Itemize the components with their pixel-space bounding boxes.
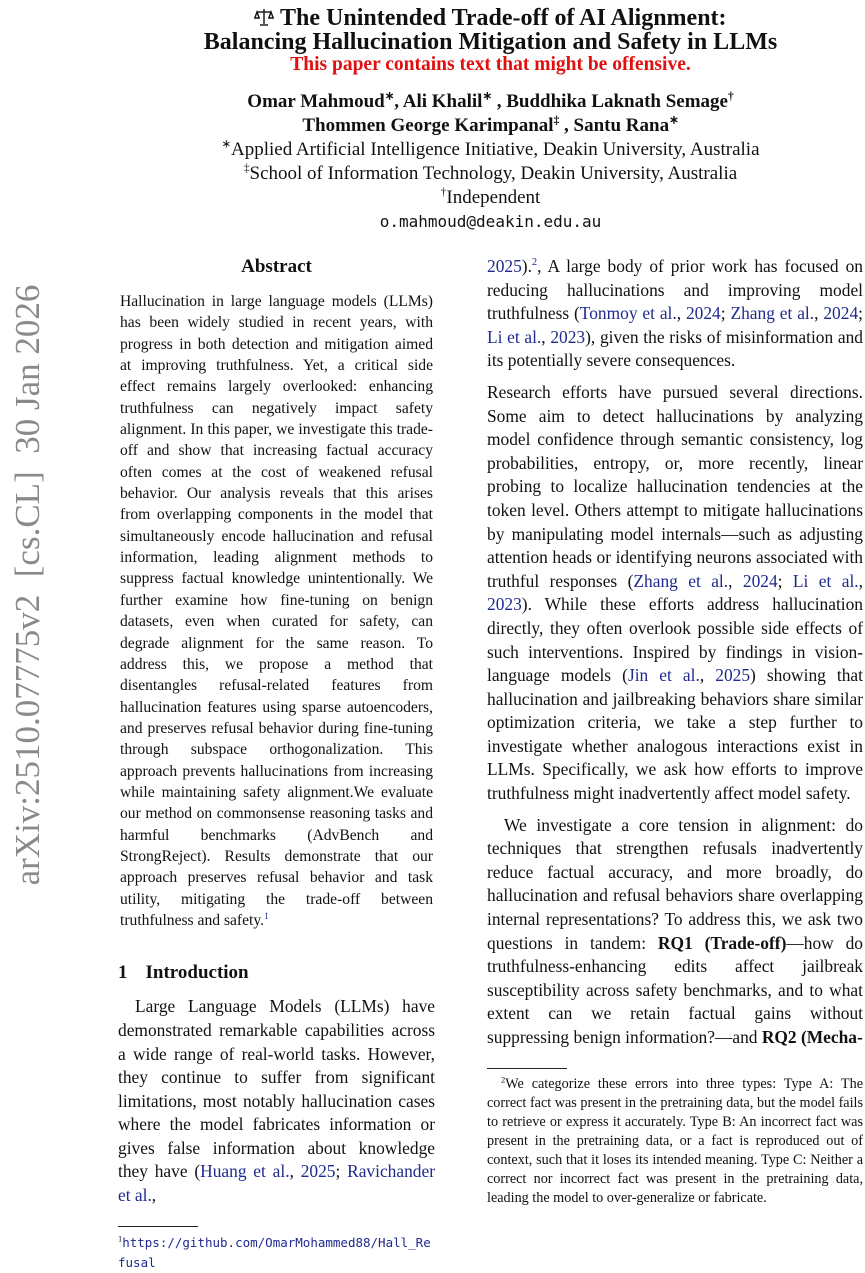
affiliation bbox=[118, 162, 863, 186]
text: , A large body of prior work has focused on reducing hallucinations and improving model truthfulness ( bbox=[487, 256, 863, 324]
citation-link[interactable]: 2024 bbox=[742, 570, 778, 591]
title-line-1: The Unintended Trade-off of AI Alignment: bbox=[280, 5, 727, 31]
author-name: Thommen George Karimpanal bbox=[302, 115, 554, 136]
citation-link[interactable]: 2 bbox=[531, 257, 538, 269]
footnote-text: We categorize these errors into three types: Type A: The correct fact was present in the pretraining data, but the model fails to retrieve or express it accurately. Type B: An incorrect fact was present in the pretraining data, or a fact is reproduced out of context, such that it loses its intended meaning. Type C: Neither a correct nor incorrect fact was present in the pretraining data, leading the model to over-generalize or fabricate. bbox=[487, 1075, 863, 1206]
footnote-mark: 2 bbox=[501, 1073, 506, 1084]
author-affiliation-mark: ∗ bbox=[384, 90, 395, 103]
left-column-body bbox=[118, 995, 435, 1207]
paper-title bbox=[118, 6, 863, 54]
author-separator: , bbox=[491, 91, 507, 112]
citation-link[interactable]: Li et al. bbox=[792, 570, 859, 591]
bold-text: RQ2 (Mecha- bbox=[761, 1027, 863, 1047]
affiliation-mark: ∗ bbox=[221, 138, 232, 151]
author-name: Ali Khalil bbox=[402, 91, 483, 112]
citation-link[interactable]: Li et al. bbox=[487, 326, 542, 347]
author-separator: , bbox=[394, 91, 403, 112]
affiliation bbox=[118, 138, 863, 162]
contact-email[interactable]: o.mahmoud@deakin.edu.au bbox=[379, 212, 602, 231]
author-affiliation-mark: ‡ bbox=[553, 114, 560, 127]
footnote-divider bbox=[118, 1226, 198, 1227]
text: , bbox=[541, 326, 551, 347]
citation-link[interactable]: 2025 bbox=[715, 665, 751, 686]
text: , bbox=[699, 665, 716, 686]
footnote-1 bbox=[118, 1233, 435, 1273]
affiliations bbox=[118, 138, 863, 210]
citation-link[interactable]: 2024 bbox=[823, 303, 859, 324]
author-line-1 bbox=[118, 90, 863, 114]
footnote-ref-1[interactable]: 1 bbox=[264, 911, 269, 922]
text: , bbox=[289, 1161, 301, 1182]
left-column bbox=[118, 255, 435, 1273]
affiliation-text: Applied Artificial Intelligence Initiative, Deakin University, Australia bbox=[231, 139, 760, 160]
citation-link[interactable]: 2023 bbox=[550, 326, 586, 347]
author-line-2 bbox=[118, 114, 863, 138]
footnote-divider bbox=[487, 1068, 567, 1069]
github-link[interactable]: https://github.com/OmarMohammed88/Hall_Refusal bbox=[118, 1234, 431, 1270]
text: ). While these efforts address hallucination directly, they often overlook possible side effects of such interventions. Inspired by findings in vision-language models ( bbox=[487, 594, 863, 686]
author-name: Omar Mahmoud bbox=[247, 91, 385, 112]
footnote-2 bbox=[487, 1075, 863, 1208]
text: , bbox=[728, 570, 743, 591]
author-separator: , bbox=[559, 115, 574, 136]
section-number: 1 bbox=[118, 962, 128, 984]
abstract-heading: Abstract bbox=[241, 256, 312, 277]
paragraph bbox=[118, 995, 435, 1207]
citation-link[interactable]: Zhang et al. bbox=[633, 570, 729, 591]
citation-link[interactable]: Ravichander et al. bbox=[118, 1161, 435, 1206]
text: ), given the risks of misinformation and its potentially severe consequences. bbox=[487, 326, 863, 371]
right-column-body bbox=[487, 255, 863, 1050]
text: ; bbox=[777, 570, 793, 591]
text: , bbox=[814, 303, 824, 324]
author-name: Santu Rana bbox=[573, 115, 670, 136]
text: Large Language Models (LLMs) have demonstrated remarkable capabilities across a wide range of real-world tasks. However, they continue to suffer from significant limitations, most notably hallucination cases where the model fabricates information or gives false information about knowledge they have ( bbox=[118, 996, 435, 1182]
text: ; bbox=[335, 1161, 348, 1182]
content-warning: This paper contains text that might be offensive. bbox=[290, 54, 691, 75]
text: , bbox=[858, 570, 863, 591]
citation-link[interactable]: 2023 bbox=[487, 594, 522, 615]
citation-link[interactable]: 2024 bbox=[685, 303, 721, 324]
affiliation-text: School of Information Technology, Deakin University, Australia bbox=[249, 163, 738, 184]
text: We investigate a core tension in alignment: do techniques that strengthen refusals inadvertently reduce factual accuracy, and more broadly, do hallucination and refusal behaviors share overlapping internal representations? To address this, we ask two questions in tandem: bbox=[487, 814, 863, 953]
affiliation-text: Independent bbox=[446, 187, 541, 208]
text: , bbox=[676, 303, 686, 324]
right-column bbox=[487, 255, 863, 1208]
affiliation-mark: ‡ bbox=[243, 162, 250, 175]
paragraph bbox=[487, 255, 863, 373]
citation-link[interactable]: Tonmoy et al. bbox=[579, 303, 677, 324]
section-heading-introduction bbox=[118, 961, 435, 985]
paper-header bbox=[118, 6, 863, 234]
section-title: Introduction bbox=[145, 962, 249, 984]
author-affiliation-mark: † bbox=[727, 90, 734, 103]
footnote-area-right bbox=[487, 1050, 863, 1208]
text: —how do truthfulness-enhancing edits affect jailbreak susceptibility across safety benchmarks, and to what extent can we retain factual gains without suppressing benign information?—and bbox=[487, 932, 863, 1047]
bold-text: RQ1 (Trade-off) bbox=[657, 932, 787, 953]
affiliation bbox=[118, 186, 863, 210]
abstract-body bbox=[118, 291, 435, 931]
footnote-mark: 1 bbox=[118, 1234, 123, 1243]
balance-scale-icon bbox=[254, 5, 280, 31]
citation-link[interactable]: Jin et al. bbox=[627, 665, 700, 686]
text: ). bbox=[521, 256, 532, 276]
text: Research efforts have pursued several directions. Some aim to detect hallucinations by analyzing model confidence through semantic consistency, log probabilities, entropy, or, more recently, linear probing to localize hallucination tendencies at the token level. Others attempt to mitigate hallucinations by manipulating model internals—such as adjusting attention heads or identifying neurons associated with truthful responses ( bbox=[487, 381, 863, 591]
text: ; bbox=[858, 303, 863, 324]
author-list bbox=[118, 90, 863, 138]
arxiv-identifier-stamp: arXiv:2510.07775v2 [cs.CL] 30 Jan 2026 bbox=[8, 284, 47, 886]
text: ) showing that hallucination and jailbreaking behaviors share similar optimization criteria, we take a step further to investigate whether analogous interactions exist in LLMs. Specifically, we ask how efforts to improve truthfulness might inadvertently affect model safety. bbox=[487, 665, 863, 804]
paragraph bbox=[487, 814, 863, 1050]
abstract-text: Hallucination in large language models (LLMs) has been widely studied in recent years, with progress in both detection and mitigation aimed at improving truthfulness. Yet, a critical side effect remains largely overlooked: enhancing truthfulness can negatively impact safety alignment. In this paper, we investigate this trade-off and show that increasing factual accuracy often comes at the cost of weakened refusal behavior. Our analysis reveals that this arises from overlapping components in the model that simultaneously encode hallucination and refusal information, leading alignment methods to suppress factual knowledge unintentionally. We further examine how fine-tuning on benign datasets, even when curated for safety, can degrade alignment for the same reason. To address this, we propose a method that disentangles refusal-related features from hallucination features using sparse autoencoders, and preserves refusal behavior during fine-tuning through subspace orthogonalization. This approach prevents hallucinations from increasing while maintaining safety alignment.We evaluate our method on commonsense reasoning tasks and harmful benchmarks (AdvBench and StrongReject). Results demonstrate that our approach preserves refusal behavior and task utility, mitigating the trade-off between truthfulness and safety. bbox=[120, 293, 433, 929]
citation-link[interactable]: Zhang et al. bbox=[730, 303, 815, 324]
author-affiliation-mark: ∗ bbox=[482, 90, 492, 103]
footnote-area-left bbox=[118, 1208, 435, 1273]
text: , bbox=[151, 1185, 157, 1206]
title-line-2: Balancing Hallucination Mitigation and Safety in LLMs bbox=[203, 29, 778, 55]
affiliation-mark: † bbox=[440, 186, 447, 199]
author-name: Buddhika Laknath Semage bbox=[506, 91, 728, 112]
citation-link[interactable]: Huang et al. bbox=[200, 1161, 290, 1182]
text: ; bbox=[720, 303, 731, 324]
author-affiliation-mark: ∗ bbox=[669, 114, 679, 127]
paragraph bbox=[487, 381, 863, 806]
citation-link[interactable]: 2025 bbox=[300, 1161, 336, 1182]
citation-link[interactable]: 2025 bbox=[487, 256, 522, 276]
